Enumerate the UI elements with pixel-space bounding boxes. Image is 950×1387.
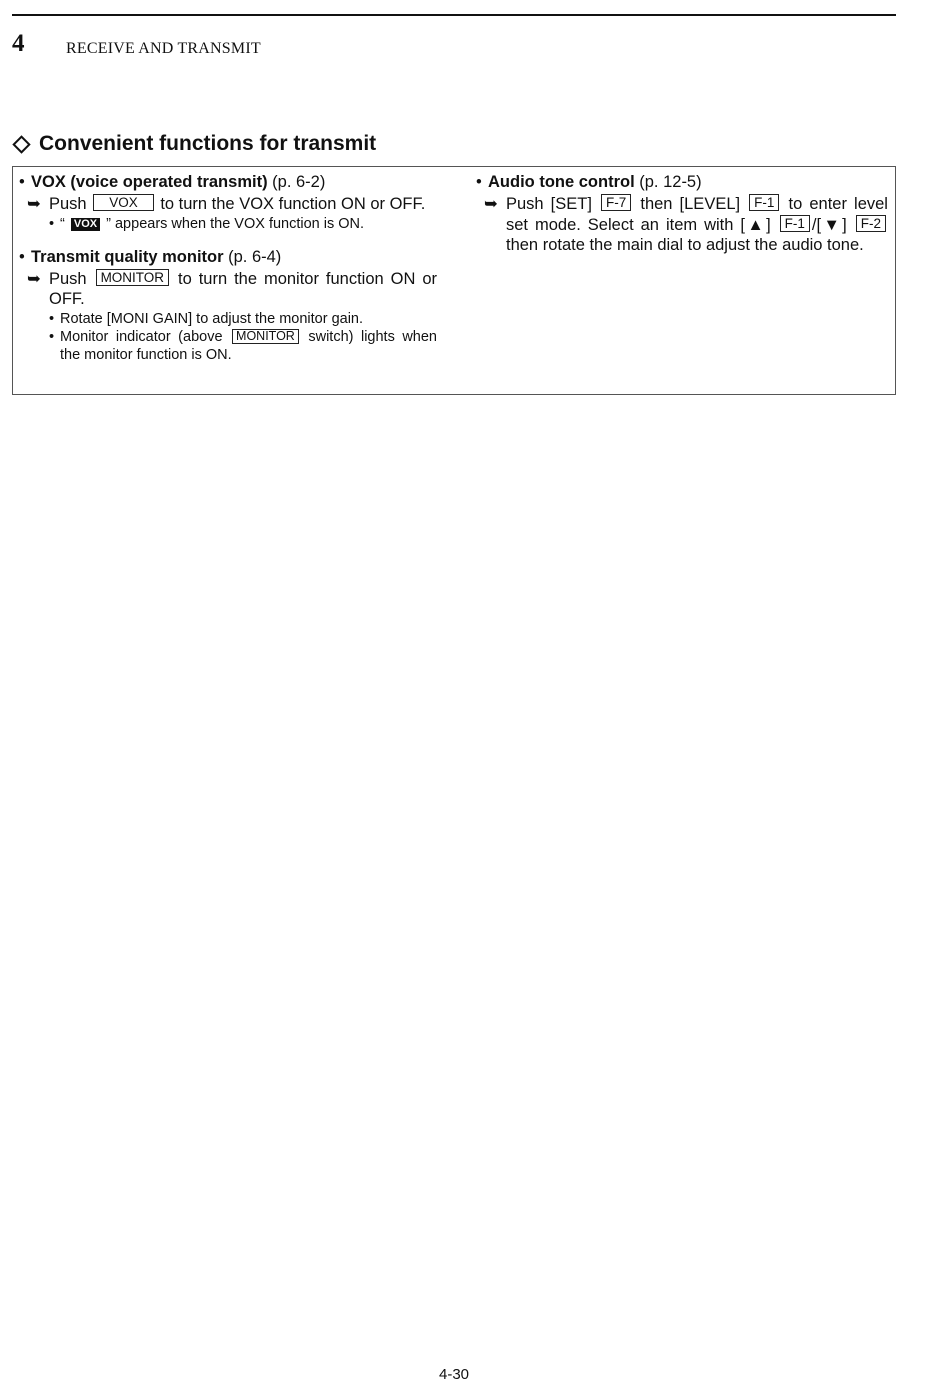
monitor-step-rest: to turn the monitor function ON or OFF. bbox=[49, 269, 438, 308]
section-heading-text: Convenient functions for transmit bbox=[39, 132, 377, 155]
vox-step-push: Push bbox=[49, 195, 87, 213]
chapter-title: RECEIVE AND TRANSMIT bbox=[66, 40, 261, 57]
diamond-icon bbox=[12, 135, 30, 153]
audio-text-a: Push [SET] bbox=[506, 195, 592, 213]
vox-title: VOX (voice operated transmit) bbox=[31, 173, 268, 191]
f1-key: F-1 bbox=[749, 194, 779, 211]
monitor-note-2: • Monitor indicator (above MONITOR switch) lights when the monitor function is ON. bbox=[49, 328, 437, 363]
vox-step bbox=[19, 194, 437, 215]
monitor-note-key: MONITOR bbox=[232, 329, 299, 344]
monitor-note-2a: Monitor indicator (above bbox=[60, 328, 223, 345]
audio-text-e: then rotate the main dial to adjust the audio tone. bbox=[506, 236, 864, 254]
monitor-item-title: • Transmit quality monitor (p. 6-4) bbox=[19, 247, 282, 266]
monitor-note-1-text: Rotate [MONI GAIN] to adjust the monitor gain. bbox=[60, 310, 364, 327]
vox-indicator-badge: VOX bbox=[71, 218, 100, 231]
monitor-key: MONITOR bbox=[96, 269, 170, 286]
f1-key-2: F-1 bbox=[780, 215, 810, 232]
monitor-step bbox=[19, 269, 437, 310]
section-heading bbox=[12, 132, 376, 156]
f2-key: F-2 bbox=[856, 215, 886, 232]
audio-item-title: • Audio tone control (p. 12-5) bbox=[476, 173, 702, 191]
f7-key: F-7 bbox=[601, 194, 631, 211]
audio-text-d: /[▼] bbox=[811, 215, 847, 234]
page-number: 4-30 bbox=[438, 1366, 470, 1383]
vox-step-rest: to turn the VOX function ON or OFF. bbox=[160, 195, 426, 213]
audio-step bbox=[476, 194, 888, 256]
monitor-note-2b: switch) lights when the monitor function is ON. bbox=[60, 328, 437, 363]
functions-panel bbox=[12, 166, 896, 395]
audio-page-ref: (p. 12-5) bbox=[639, 173, 702, 191]
monitor-title: Transmit quality monitor bbox=[31, 247, 224, 266]
arrow-icon: ➥ bbox=[27, 269, 41, 288]
left-column bbox=[19, 172, 437, 364]
vox-item-title: • VOX (voice operated transmit) (p. 6-2) bbox=[19, 173, 326, 191]
audio-text-b: then [LEVEL] bbox=[640, 195, 741, 213]
monitor-note-1: • Rotate [MONI GAIN] to adjust the monitor gain. bbox=[49, 310, 437, 328]
audio-text-c: to enter level set mode. Select an item with [▲] bbox=[506, 195, 888, 234]
header-rule bbox=[12, 14, 896, 16]
arrow-icon: ➥ bbox=[484, 195, 498, 213]
monitor-page-ref: (p. 6-4) bbox=[228, 247, 282, 266]
vox-page-ref: (p. 6-2) bbox=[272, 173, 326, 191]
audio-title: Audio tone control bbox=[488, 173, 635, 191]
vox-note-rest: ” appears when the VOX function is ON. bbox=[106, 215, 365, 232]
monitor-step-push: Push bbox=[49, 269, 87, 288]
arrow-icon: ➥ bbox=[27, 195, 41, 213]
vox-key: VOX bbox=[93, 194, 154, 211]
right-column bbox=[476, 172, 888, 256]
chapter-number: 4 bbox=[12, 30, 25, 57]
vox-note-open: “ bbox=[60, 215, 65, 232]
vox-note: • “ VOX ” appears when the VOX function is ON. bbox=[49, 215, 365, 232]
